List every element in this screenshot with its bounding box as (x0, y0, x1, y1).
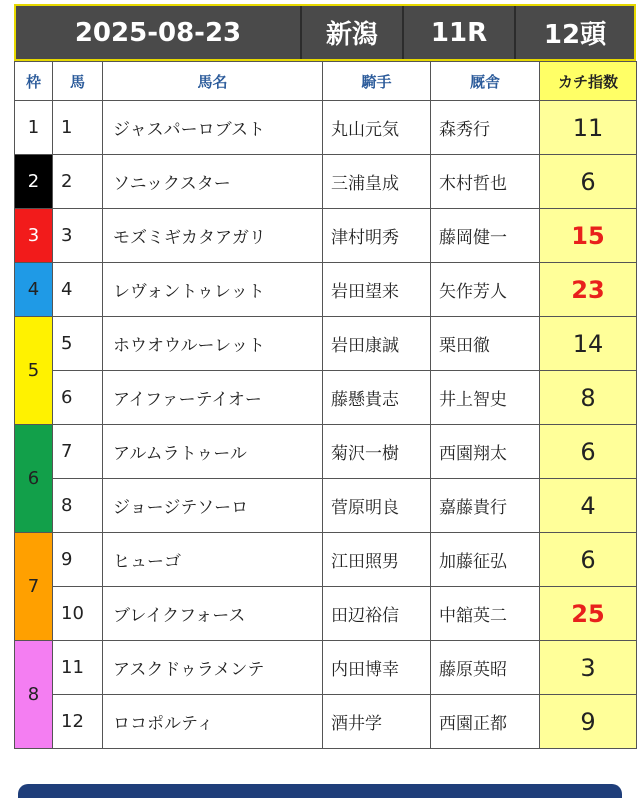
horse-number-cell: 11 (53, 641, 103, 695)
col-header-jockey: 騎手 (323, 62, 431, 101)
table-row (15, 209, 637, 263)
trainer-cell: 矢作芳人 (431, 263, 540, 317)
horse-name-cell: ホウオウルーレット (103, 317, 323, 371)
kachi-index-cell: 6 (540, 425, 637, 479)
kachi-index-cell: 11 (540, 101, 637, 155)
kachi-index-cell: 6 (540, 533, 637, 587)
table-row (15, 425, 637, 479)
kachi-index-cell: 9 (540, 695, 637, 749)
horse-name-cell: レヴォントゥレット (103, 263, 323, 317)
table-row (15, 101, 637, 155)
trainer-cell: 藤岡健一 (431, 209, 540, 263)
race-venue: 新潟 (302, 6, 404, 59)
jockey-cell: 酒井学 (323, 695, 431, 749)
horse-name-cell: ブレイクフォース (103, 587, 323, 641)
horse-number-cell: 5 (53, 317, 103, 371)
horse-number-cell: 3 (53, 209, 103, 263)
trainer-cell: 西園正都 (431, 695, 540, 749)
jockey-cell: 内田博幸 (323, 641, 431, 695)
horse-name-cell: ソニックスター (103, 155, 323, 209)
col-header-uma: 馬 (53, 62, 103, 101)
table-header-row (15, 62, 637, 101)
horse-name-cell: モズミギカタアガリ (103, 209, 323, 263)
table-row (15, 587, 637, 641)
kachi-index-cell: 25 (540, 587, 637, 641)
jockey-cell: 菊沢一樹 (323, 425, 431, 479)
jockey-cell: 三浦皇成 (323, 155, 431, 209)
frame-number-cell: 5 (15, 317, 53, 425)
table-row (15, 641, 637, 695)
jockey-cell: 藤懸貴志 (323, 371, 431, 425)
horse-number-cell: 10 (53, 587, 103, 641)
horse-number-cell: 2 (53, 155, 103, 209)
race-header (14, 4, 636, 61)
horse-number-cell: 12 (53, 695, 103, 749)
kachi-index-cell: 14 (540, 317, 637, 371)
table-row (15, 371, 637, 425)
trainer-cell: 井上智史 (431, 371, 540, 425)
horse-name-cell: ヒューゴ (103, 533, 323, 587)
trainer-cell: 森秀行 (431, 101, 540, 155)
col-header-waku: 枠 (15, 62, 53, 101)
race-date: 2025-08-23 (16, 6, 302, 59)
col-header-trainer: 厩舎 (431, 62, 540, 101)
horse-number-cell: 4 (53, 263, 103, 317)
jockey-cell: 丸山元気 (323, 101, 431, 155)
horse-number-cell: 7 (53, 425, 103, 479)
entry-table (14, 61, 637, 749)
table-row (15, 479, 637, 533)
col-header-kachi: カチ指数 (540, 62, 637, 101)
kachi-index-cell: 4 (540, 479, 637, 533)
table-row (15, 317, 637, 371)
horse-name-cell: アイファーテイオー (103, 371, 323, 425)
frame-number-cell: 4 (15, 263, 53, 317)
horse-name-cell: アルムラトゥール (103, 425, 323, 479)
race-number: 11R (404, 6, 516, 59)
frame-number-cell: 1 (15, 101, 53, 155)
trainer-cell: 藤原英昭 (431, 641, 540, 695)
frame-number-cell: 2 (15, 155, 53, 209)
table-row (15, 695, 637, 749)
jockey-cell: 江田照男 (323, 533, 431, 587)
kachi-index-cell: 23 (540, 263, 637, 317)
kachi-index-cell: 15 (540, 209, 637, 263)
frame-number-cell: 8 (15, 641, 53, 749)
horse-number-cell: 1 (53, 101, 103, 155)
kachi-index-cell: 6 (540, 155, 637, 209)
trainer-cell: 木村哲也 (431, 155, 540, 209)
trainer-cell: 中舘英二 (431, 587, 540, 641)
horse-name-cell: ジョージテソーロ (103, 479, 323, 533)
horse-name-cell: ロコポルティ (103, 695, 323, 749)
horse-number-cell: 9 (53, 533, 103, 587)
jockey-cell: 田辺裕信 (323, 587, 431, 641)
horse-number-cell: 8 (53, 479, 103, 533)
trainer-cell: 栗田徹 (431, 317, 540, 371)
jockey-cell: 菅原明良 (323, 479, 431, 533)
trainer-cell: 嘉藤貴行 (431, 479, 540, 533)
table-row (15, 155, 637, 209)
frame-number-cell: 6 (15, 425, 53, 533)
frame-number-cell: 7 (15, 533, 53, 641)
kachi-index-cell: 8 (540, 371, 637, 425)
jockey-cell: 津村明秀 (323, 209, 431, 263)
race-card (14, 4, 636, 749)
jockey-cell: 岩田康誠 (323, 317, 431, 371)
horse-name-cell: ジャスパーロブスト (103, 101, 323, 155)
trainer-cell: 西園翔太 (431, 425, 540, 479)
table-row (15, 263, 637, 317)
col-header-name: 馬名 (103, 62, 323, 101)
trainer-cell: 加藤征弘 (431, 533, 540, 587)
table-row (15, 533, 637, 587)
runner-count: 12頭 (543, 20, 607, 50)
footer-banner-edge (18, 784, 622, 798)
horse-number-cell: 6 (53, 371, 103, 425)
frame-number-cell: 3 (15, 209, 53, 263)
jockey-cell: 岩田望来 (323, 263, 431, 317)
kachi-index-cell: 3 (540, 641, 637, 695)
horse-name-cell: アスクドゥラメンテ (103, 641, 323, 695)
